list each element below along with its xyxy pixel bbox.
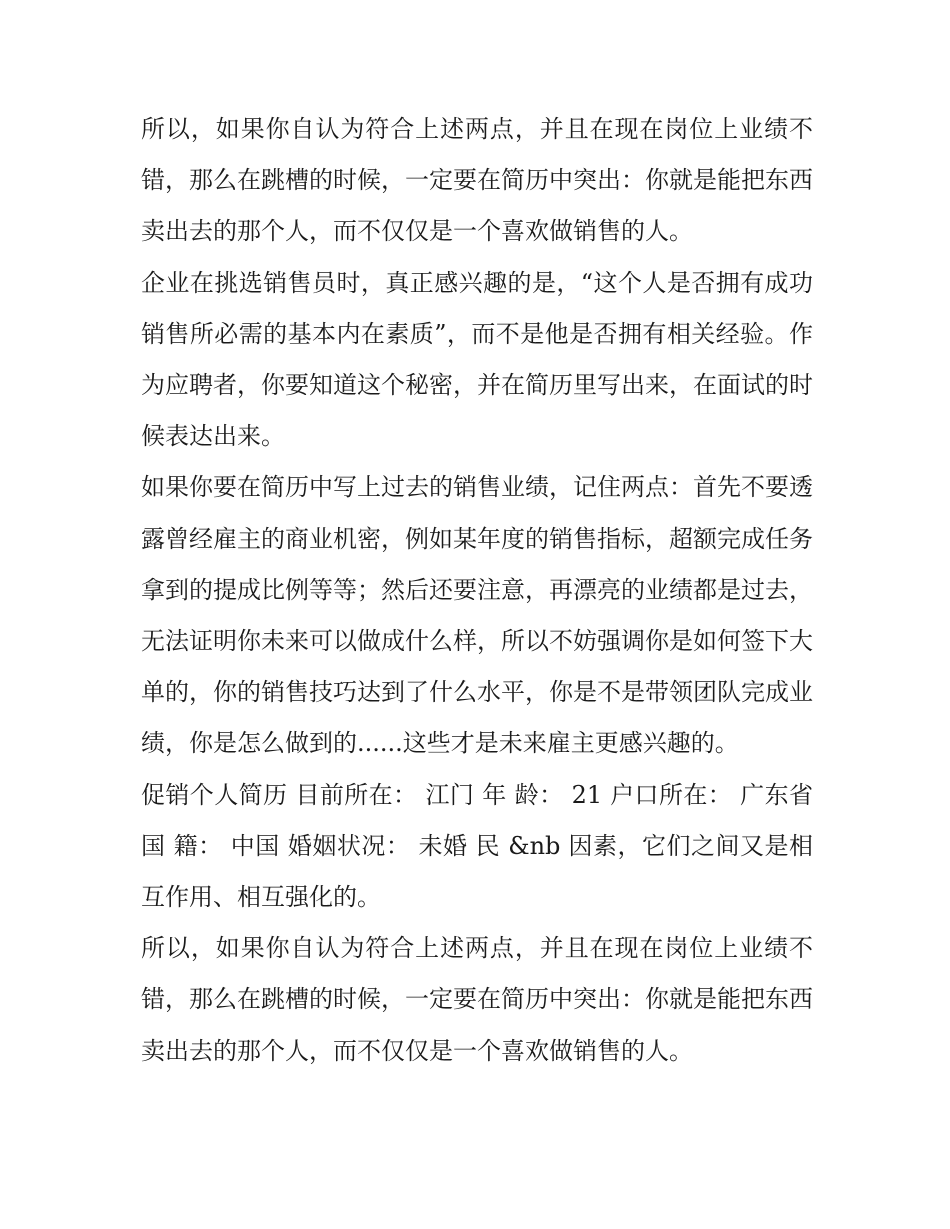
paragraph-1: 所以，如果你自认为符合上述两点，并且在现在岗位上业绩不错，那么在跳槽的时候，一定要在简历中突出：你就是能把东西卖出去的那个人，而不仅仅是一个喜欢做销售的人。 <box>141 115 813 246</box>
paragraph-4: 促销个人简历 目前所在： 江门 年 龄： 21 户口所在： 广东省 国 籍： 中国 婚姻状况： 未婚 民 &nb 因素，它们之间又是相互作用、相互强化的。 <box>141 780 813 912</box>
document-body <box>141 104 813 1077</box>
paragraph-5: 所以，如果你自认为符合上述两点，并且在现在岗位上业绩不错，那么在跳槽的时候，一定要在简历中突出：你就是能把东西卖出去的那个人，而不仅仅是一个喜欢做销售的人。 <box>141 934 813 1065</box>
paragraph-3: 如果你要在简历中写上过去的销售业绩，记住两点：首先不要透露曾经雇主的商业机密，例如某年度的销售指标，超额完成任务拿到的提成比例等等；然后还要注意，再漂亮的业绩都是过去，无法证明你未来可以做成什么样，所以不妨强调你是如何签下大单的，你的销售技巧达到了什么水平，你是不是带领团队完成业绩，你是怎么做到的......这些才是未来雇主更感兴趣的。 <box>141 473 813 758</box>
paragraph-2: 企业在挑选销售员时，真正感兴趣的是，“这个人是否拥有成功销售所必需的基本内在素质”，而不是他是否拥有相关经验。作为应聘者，你要知道这个秘密，并在简历里写出来，在面试的时候表达出来。 <box>141 268 813 451</box>
